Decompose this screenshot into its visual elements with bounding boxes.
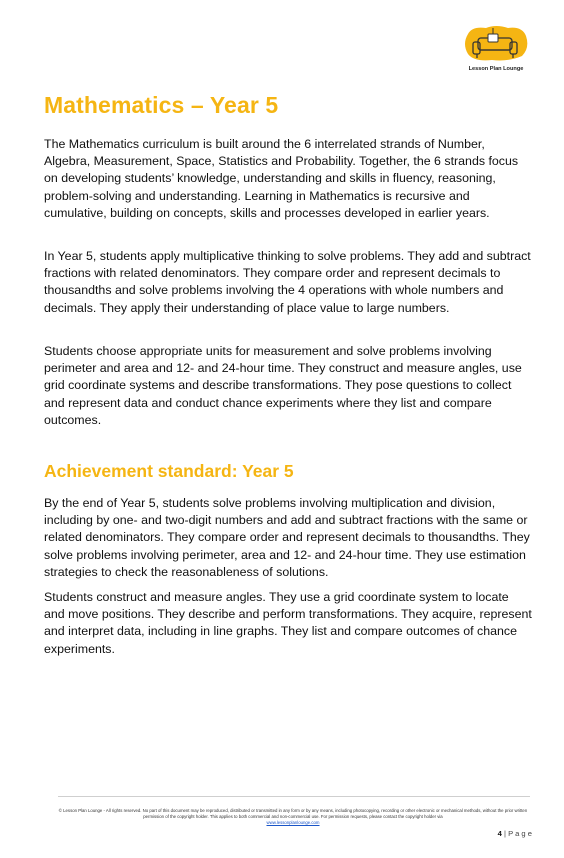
page-label: | P a g e [503,829,532,838]
achievement-paragraph-2: Students construct and measure angles. They use a grid coordinate system to locate and move positions. They describe and perform transformations. They acquire, represent and interpret data, including in line graphs. They list and compare outcomes of chance experiments. [44,590,532,656]
page-number-value: 4 [497,829,502,838]
sofa-icon [462,24,530,68]
logo-text: Lesson Plan Lounge [468,66,524,72]
copyright-text: © Lesson Plan Lounge - All rights reserved. No part of this document may be reproduced, distributed or transmitted in any form or by any means, including photocopying, recording or other electronic or mechanical methods, without the prior written permission of the copyright holder. This applies to both commercial and non-commercial use. For permission requests, please contact the copyright holder via [58,808,528,819]
achievement-paragraph-1: By the end of Year 5, students solve problems involving multiplication and division, including by one- and two-digit numbers and add and subtract fractions with the same or related denominators. They compare order and represent decimals to thousandths. They solve problems involving perimeter, area and 12- and 24-hour time. They use estimation strategies to check the reasonableness of solutions. [44,496,530,579]
lesson-plan-lounge-logo [462,24,530,74]
intro-paragraph-2: In Year 5, students apply multiplicative thinking to solve problems. They add and subtract fractions with related denominators. They compare order and represent decimals to thousandths and solve problems involving the 4 operations with whole numbers and decimals. They apply their understanding of place value to large numbers. [44,249,531,315]
achievement-standard-heading: Achievement standard: Year 5 [44,461,294,481]
intro-paragraph-3: Students choose appropriate units for measurement and solve problems involving perimeter and area and 12- and 24-hour time. They construct and measure angles, use grid coordinate systems and describe transformations. They pose questions to collect and represent data and conduct chance experiments where they list and compare outcomes. [44,344,522,427]
page-title: Mathematics – Year 5 [44,92,279,118]
page-number [470,829,532,838]
intro-paragraph-1: The Mathematics curriculum is built around the 6 interrelated strands of Number, Algebra, Measurement, Space, Statistics and Probability. Together, the 6 strands focus on developing students’ knowledge, understanding and skills in fluency, reasoning, problem-solving and understanding. Learning in Mathematics is recursive and cumulative, building on concepts, skills and processes developed in earlier years. [44,137,519,220]
footer-divider [58,796,530,797]
website-link[interactable]: www.lessonplanlounge.com [266,820,320,825]
footer-copyright [52,808,534,826]
